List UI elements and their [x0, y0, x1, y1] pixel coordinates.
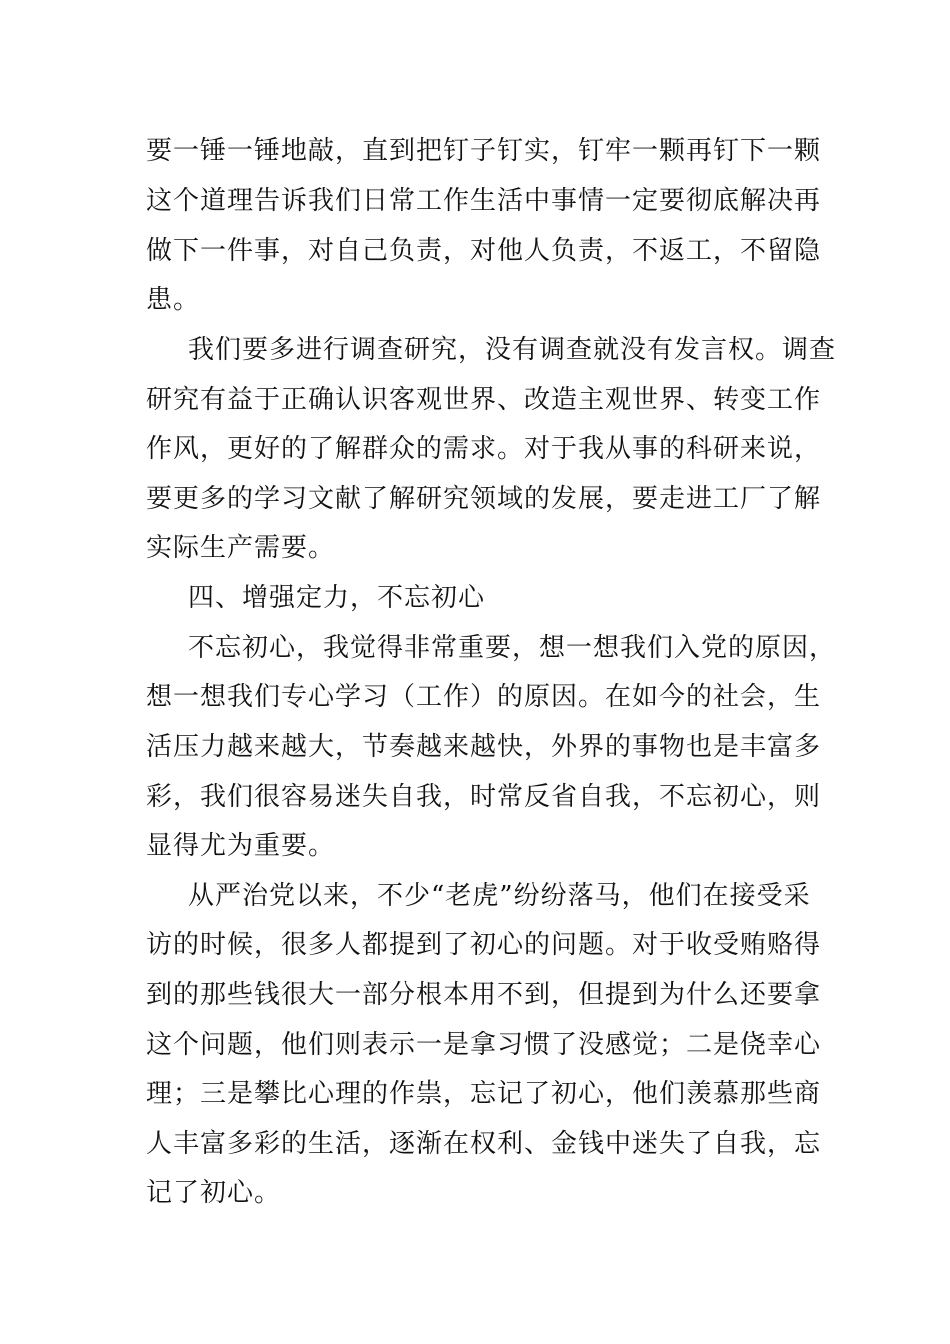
text-line: 做下一件事，对自己负责，对他人负责，不返工，不留隐 — [146, 236, 822, 266]
text-line: 到的那些钱很大一部分根本用不到，但提到为什么还要拿 — [146, 980, 822, 1010]
text-line: 想一想我们专心学习（工作）的原因。在如今的社会，生 — [146, 682, 822, 712]
text-line: 活压力越来越大，节奏越来越快，外界的事物也是丰富多 — [146, 732, 822, 762]
text-line: 患。 — [146, 285, 201, 315]
text-line: 要更多的学习文献了解研究领域的发展，要走进工厂了解 — [146, 484, 822, 514]
section-heading: 四、增强定力，不忘初心 — [188, 583, 486, 613]
text-line: 显得尤为重要。 — [146, 831, 336, 861]
paragraph-start-line: 从严治党以来，不少“老虎”纷纷落马，他们在接受采 — [188, 881, 811, 911]
paragraph-start-line: 我们要多进行调查研究，没有调查就没有发言权。调查 — [188, 335, 837, 365]
text-line: 这个问题，他们则表示一是拿习惯了没感觉；二是侥幸心 — [146, 1030, 822, 1060]
text-line: 彩，我们很容易迷失自我，时常反省自我，不忘初心，则 — [146, 782, 822, 812]
text-line: 作风，更好的了解群众的需求。对于我从事的科研来说， — [146, 434, 822, 464]
text-line: 人丰富多彩的生活，逐渐在权利、金钱中迷失了自我，忘 — [146, 1129, 822, 1159]
text-line: 研究有益于正确认识客观世界、改造主观世界、转变工作 — [146, 385, 822, 415]
text-line: 访的时候，很多人都提到了初心的问题。对于收受贿赂得 — [146, 930, 822, 960]
text-line: 要一锤一锤地敲，直到把钉子钉实，钉牢一颗再钉下一颗 — [146, 136, 822, 166]
text-line: 记了初心。 — [146, 1178, 282, 1208]
paragraph-start-line: 不忘初心，我觉得非常重要，想一想我们入党的原因， — [188, 633, 837, 663]
text-line: 理；三是攀比心理的作祟，忘记了初心，他们羡慕那些商 — [146, 1079, 822, 1109]
text-line: 这个道理告诉我们日常工作生活中事情一定要彻底解决再 — [146, 186, 822, 216]
text-line: 实际生产需要。 — [146, 533, 336, 563]
